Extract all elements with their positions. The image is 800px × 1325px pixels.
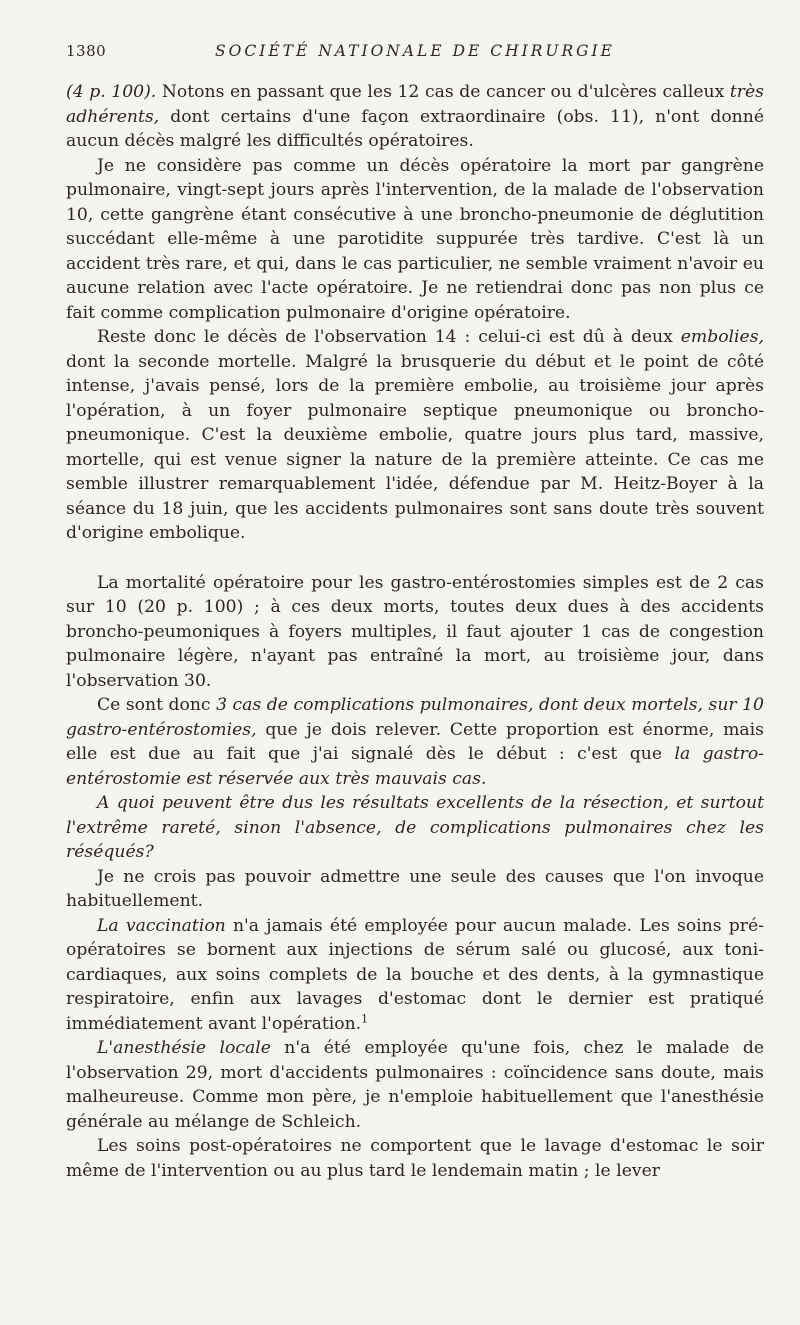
paragraph-3 <box>66 325 764 546</box>
text-span: dont certains d'une façon extraordinaire (obs. 11), n'ont donné aucun décès malgré les difficultés opératoires. <box>66 106 764 151</box>
paragraph-7 <box>66 865 764 914</box>
italic-span: A quoi peuvent être dus les résultats excellents de la résection, et surtout l'extrême rareté, sinon l'absence, de complications pulmonaires chez les réséqués? <box>66 793 764 862</box>
body-text <box>66 80 764 1183</box>
footnote-marker: 1 <box>361 1011 369 1025</box>
paragraph-10 <box>66 1134 764 1183</box>
text-span: n'a été employée qu'une fois, chez le malade de l'observation 29, mort d'accidents pulmonaires : coïncidence sans doute, mais malheureuse. Comme mon père, je n'emploie habituellement que l'anesthésie générale au mélange de Schleich. <box>66 1038 764 1132</box>
text-span: Ce sont donc <box>97 695 217 715</box>
italic-span: la gastro-entérostomie est réservée aux très mauvais cas. <box>66 744 764 789</box>
paragraph-6 <box>66 791 764 865</box>
paragraph-1 <box>66 80 764 154</box>
italic-span: 3 cas de complications pulmonaires, dont deux mortels, sur 10 gastro-entérostomies, <box>66 695 764 740</box>
paragraph-2 <box>66 154 764 326</box>
text-span: Je ne crois pas pouvoir admettre une seule des causes que l'on invoque habituellement. <box>66 866 764 911</box>
text-span: Reste donc le décès de l'observation 14 : celui-ci est dû à deux <box>97 327 681 347</box>
text-span: Je ne considère pas comme un décès opératoire la mort par gangrène pulmonaire, vingt-sept jours après l'intervention, de la malade de l'observation 10, cette gangrène étant consécutive à une broncho-pneumonie de déglutition succédant elle-même à une parotidite suppurée très tardive. C'est là un accident très rare, et qui, dans le cas particulier, ne semble vraiment n'avoir eu aucune relation avec l'acte opératoire. Je ne retiendrai donc pas non plus ce fait comme complication pulmonaire d'origine opératoire. <box>66 155 764 323</box>
italic-span: très adhérents, <box>66 82 764 127</box>
italic-span: L'anesthésie locale <box>97 1038 271 1058</box>
text-span: n'a jamais été employée pour aucun malade. Les soins pré-opératoires se bornent aux injections de sérum salé ou glucosé, aux toni-cardiaques, aux soins complets de la bouche et des dents, à la gymnastique respiratoire, enfin aux lavages d'estomac dont le dernier est pratiqué immédiatement avant l'opération. <box>66 915 764 1034</box>
text-span: Notons en passant que les 12 cas de cancer ou d'ulcères calleux <box>156 82 730 102</box>
page-number: 1380 <box>66 42 107 60</box>
paragraph-5 <box>66 693 764 791</box>
text-span: dont la seconde mortelle. Malgré la brusquerie du début et le point de côté intense, j'avais pensé, lors de la première embolie, au troisième jour après l'opération, à un foyer pulmonaire septique pneumonique ou broncho-pneumonique. C'est la deuxième embolie, quatre jours plus tard, massive, mortelle, qui est venue signer la nature de la première atteinte. Ce cas me semble illustrer remarquablement l'idée, défendue par M. Heitz-Boyer à la séance du 18 juin, que les accidents pulmonaires sont sans doute très souvent d'origine embolique. <box>66 351 764 543</box>
paragraph-4 <box>66 571 764 694</box>
italic-span: (4 p. 100). <box>66 82 157 102</box>
paragraph-9 <box>66 1036 764 1134</box>
italic-span: embolies, <box>680 327 764 347</box>
text-span: La mortalité opératoire pour les gastro-entérostomies simples est de 2 cas sur 10 (20 p. 100) ; à ces deux morts, toutes deux dues à des accidents broncho-peumoniques à foyers multiples, il faut ajouter 1 cas de congestion pulmonaire légère, n'ayant pas entraîné la mort, au troisième jour, dans l'observation 30. <box>66 572 764 691</box>
text-span: Les soins post-opératoires ne comportent que le lavage d'estomac le soir même de l'intervention ou au plus tard le lendemain matin ; le lever <box>66 1136 764 1181</box>
page-header <box>66 42 764 66</box>
italic-span: La vaccination <box>97 915 226 936</box>
text-span: que je dois relever. Cette proportion est énorme, mais elle est due au fait que j'ai signalé dès le début : c'est que <box>66 719 764 764</box>
running-title: SOCIÉTÉ NATIONALE DE CHIRURGIE <box>215 42 615 60</box>
paragraph-8 <box>66 914 764 1037</box>
